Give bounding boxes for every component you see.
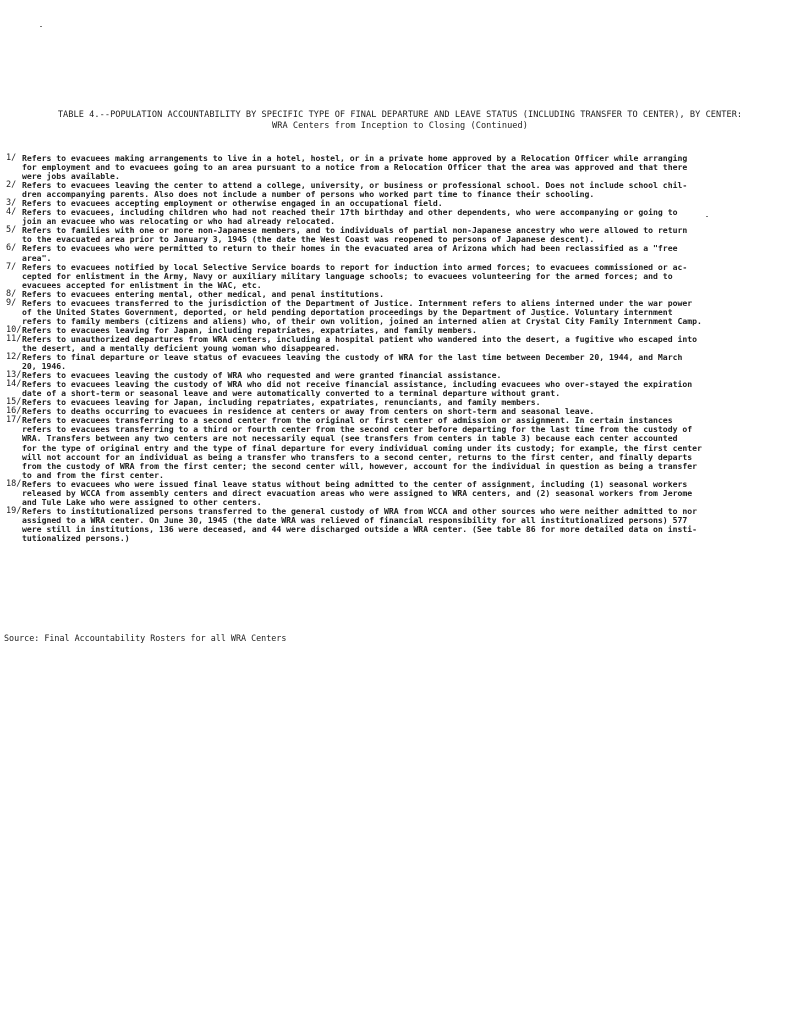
footnote-line: refers to family members (citizens and aliens) who, of their own volition, joined an interned alien at Crystal City Family Internment Camp.	[22, 315, 702, 326]
footnote-line: to and from the first center.	[22, 469, 164, 480]
footnote-marker: 7/	[6, 261, 17, 272]
scan-speck	[40, 26, 42, 27]
footnote-line: of the United States Government, deported, or held pending deportation proceedings by the Department of Justice. Voluntary internment	[22, 306, 673, 317]
footnote	[6, 416, 796, 479]
footnote-marker: 19/	[6, 505, 22, 516]
footnote-marker: 1/	[6, 153, 17, 163]
footnote	[6, 353, 796, 371]
footnote-line: Refers to evacuees transferred to the jurisdiction of the Department of Justice. Internment refers to aliens interned under the war power	[22, 297, 693, 308]
footnote-line: tutionalized persons.)	[22, 532, 130, 543]
footnote-line: Refers to evacuees transferring to a second center from the original or first center of admission or assignment. In certain instances	[22, 415, 673, 426]
footnote-line: Refers to evacuees, including children who had not reached their 17th birthday and other dependents, who were accompanying or going to	[22, 207, 678, 218]
footnote	[6, 226, 796, 244]
footnote-line: area".	[22, 252, 52, 263]
footnote-marker: 5/	[6, 225, 17, 236]
table-title-line-1: TABLE 4.--POPULATION ACCOUNTABILITY BY SPECIFIC TYPE OF FINAL DEPARTURE AND LEAVE STATUS (INCLUDING TRANSFER TO CENTER), BY CENTER:	[57, 110, 743, 120]
footnote-line: Refers to evacuees leaving the center to attend a college, university, or business or professional school. Does not include school chil-	[22, 180, 688, 191]
footnote-marker: 18/	[6, 478, 22, 489]
footnote-marker: 4/	[6, 207, 17, 218]
footnote-line: Refers to institutionalized persons transferred to the general custody of WRA from WCCA and other sources who were neither admitted to nor	[22, 505, 698, 516]
footnote-marker: 12/	[6, 352, 22, 363]
footnote-line: join an evacuee who was relocating or who had already relocated.	[22, 216, 336, 227]
footnote	[6, 507, 796, 543]
footnote-marker: 2/	[6, 180, 17, 191]
footnote	[6, 208, 796, 226]
footnote-line: will not account for an individual as being a transfer who transfers to a second center, returns to the first center, and finally departs	[22, 451, 693, 462]
footnote	[6, 335, 796, 353]
footnote-line: dren accompanying parents. Also does not include a number of persons who worked part time to finance their schooling.	[22, 189, 595, 200]
footnote-marker: 16/	[6, 406, 22, 417]
footnote-line: Refers to deaths occurring to evacuees in residence at centers or away from centers on short-term and seasonal leave.	[22, 406, 595, 417]
footnote-line: Refers to evacuees leaving for Japan, including repatriates, expatriates, and family members.	[22, 324, 477, 335]
footnote-line: Refers to evacuees leaving for Japan, including repatriates, expatriates, renunciants, and family members.	[22, 397, 541, 408]
footnote-line: Refers to evacuees entering mental, other medical, and penal institutions.	[22, 288, 384, 299]
footnote-marker: 13/	[6, 370, 22, 381]
source-note: Source: Final Accountability Rosters for all WRA Centers	[4, 633, 287, 643]
footnote	[6, 480, 796, 507]
table-title	[0, 110, 800, 132]
footnote-line: Refers to evacuees who were permitted to return to their homes in the evacuated area of Arizona which had been reclassified as a "free	[22, 243, 678, 254]
footnote-line: Refers to evacuees leaving the custody of WRA who did not receive financial assistance, including evacuees who over-stayed the expiration	[22, 379, 693, 390]
footnote-marker: 6/	[6, 243, 17, 254]
footnote-line: refers to evacuees transferring to a third or fourth center from the second center before departing for the last time from the custody of	[22, 424, 693, 435]
footnote-marker: 9/	[6, 297, 17, 308]
footnote-marker: 11/	[6, 333, 22, 344]
footnote-line: 20, 1946.	[22, 361, 67, 372]
footnote-marker: 14/	[6, 379, 22, 390]
footnote-marker: 17/	[6, 415, 22, 426]
footnote-line: Refers to evacuees who were issued final leave status without being admitted to the center of assignment, including (1) seasonal workers	[22, 478, 688, 489]
footnote	[6, 154, 796, 181]
footnote-line: WRA. Transfers between any two centers are not necessarily equal (see transfers from centers in table 3) because each center accounted	[22, 433, 678, 444]
footnote-line: Refers to evacuees accepting employment or otherwise engaged in an occupational field.	[22, 198, 443, 209]
footnote-line: for the type of original entry and the type of final departure for every individual coming under its custody; for example, the first center	[22, 442, 702, 453]
footnote-line: evacuees accepted for enlistment in the WAC, etc.	[22, 279, 262, 290]
footnote	[6, 299, 796, 326]
footnote-line: date of a short-term or seasonal leave and were automatically converted to a terminal departure without grant.	[22, 388, 561, 399]
footnote-line: for employment and to evacuees going to an area pursuant to a notice from a Relocation Officer that the area was approved and that there	[22, 162, 688, 173]
footnote-line: assigned to a WRA center. On June 30, 1945 (the date WRA was relieved of financial responsibility for all institutionalized persons) 577	[22, 514, 688, 525]
footnote-line: released by WCCA from assembly centers and direct evacuation areas who were assigned to WRA centers, and (2) seasonal workers from Jerome	[22, 487, 693, 498]
table-title-line-2: WRA Centers from Inception to Closing (Continued)	[272, 121, 528, 131]
footnote-line: Refers to unauthorized departures from WRA centers, including a hospital patient who wandered into the desert, a fugitive who escaped into	[22, 333, 698, 344]
footnote-line: were jobs available.	[22, 171, 120, 182]
footnote-line: the desert, and a mentally deficient young woman who disappeared.	[22, 342, 340, 353]
footnote-line: and Tule Lake who were assigned to other centers.	[22, 496, 262, 507]
footnote-line: were still in institutions, 136 were deceased, and 44 were discharged outside a WRA center. (See table 86 for more detailed data on insti-	[22, 523, 698, 534]
footnote	[6, 244, 796, 262]
footnote-line: Refers to final departure or leave status of evacuees leaving the custody of WRA for the last time between December 20, 1944, and March	[22, 352, 683, 363]
footnote-line: Refers to evacuees leaving the custody of WRA who requested and were granted financial assistance.	[22, 370, 502, 381]
footnote-line: to the evacuated area prior to January 3, 1945 (the date the West Coast was reopened to persons of Japanese descent).	[22, 234, 595, 245]
footnote-marker: 8/	[6, 288, 17, 299]
footnote-line: from the custody of WRA from the first center; the second center will, however, account for the individual in question as being a transfer	[22, 460, 698, 471]
footnote	[6, 181, 796, 199]
footnote	[6, 263, 796, 290]
footnote	[6, 380, 796, 398]
footnotes	[6, 154, 796, 543]
footnote-marker: 3/	[6, 198, 17, 209]
footnote-marker: 10/	[6, 324, 22, 335]
footnote-line: Refers to families with one or more non-Japanese members, and to individuals of partial non-Japanese ancestry who were allowed to return	[22, 225, 688, 236]
footnote-line: cepted for enlistment in the Army, Navy or auxiliary military language schools; to evacuees volunteering for the armed forces; and to	[22, 270, 673, 281]
footnote-line: Refers to evacuees making arrangements to live in a hotel, hostel, or in a private home approved by a Relocation Officer while arranging	[22, 153, 688, 163]
footnote-line: Refers to evacuees notified by local Selective Service boards to report for induction into armed forces; to evacuees commissioned or ac-	[22, 261, 688, 272]
footnote-marker: 15/	[6, 397, 22, 408]
